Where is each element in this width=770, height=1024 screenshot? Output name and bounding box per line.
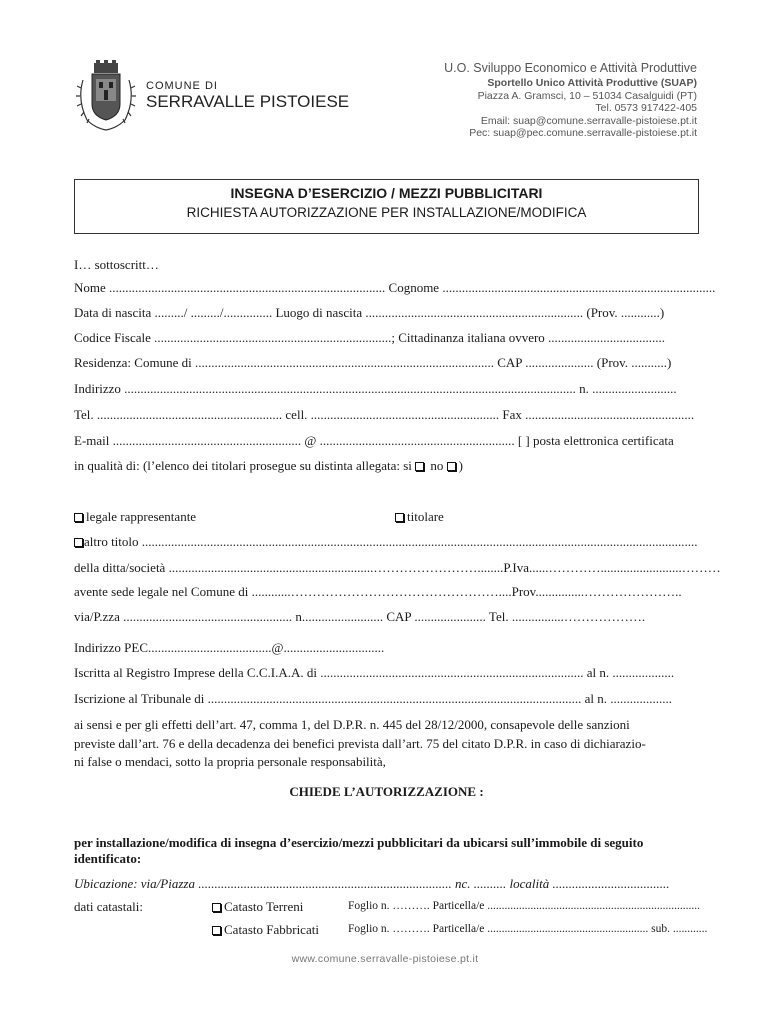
legale-label: legale rappresentante — [86, 509, 197, 524]
cciaa-field[interactable]: Iscritta al Registro Imprese della C.C.I.A.A. di ................................................................................. al n. ................... — [74, 665, 675, 680]
checkbox-no[interactable] — [447, 462, 456, 471]
form-title: INSEGNA D’ESERCIZIO / MEZZI PUBBLICITARI — [230, 185, 543, 201]
nascita-field[interactable]: Data di nascita ........./ ........./............... Luogo di nascita ................................................................... (Prov. ............) — [74, 305, 665, 320]
via-field[interactable]: via/P.zza .................................................... n......................... CAP ...................... Tel. ................………………. — [74, 609, 646, 624]
ubicazione-field[interactable]: Ubicazione: via/Piazza .............................................................................. nc. .......... località .................................... — [74, 876, 670, 891]
identificato-text: identificato: — [74, 851, 142, 866]
per-installazione-text: per installazione/modifica di insegna d’esercizio/mezzi pubblicitari da ubicarsi sull’immobile di seguito — [74, 835, 644, 850]
dati-catastali-label: dati catastali: — [74, 899, 143, 914]
checkbox-fabbricati[interactable] — [212, 926, 221, 935]
logo-big-text: SERRAVALLE PISTOIESE — [146, 92, 350, 111]
checkbox-legale[interactable] — [74, 513, 83, 522]
office-email: Email: suap@comune.serravalle-pistoiese.pt.it — [480, 115, 697, 127]
sottoscritto-label: I… sottoscritt… — [74, 257, 159, 272]
catasto-fabbricati-option[interactable] — [212, 922, 319, 938]
ditta-field[interactable]: della ditta/società ...............................................................……………………........P.Iva......………….........................……… — [74, 560, 721, 575]
residenza-field[interactable]: Residenza: Comune di ............................................................................................ CAP ..................... (Prov. ...........) — [74, 355, 672, 370]
dpr-text-3: ni false o mendaci, sotto la propria personale responsabilità, — [74, 754, 386, 769]
checkbox-si[interactable] — [415, 462, 424, 471]
sede-field[interactable]: avente sede legale nel Comune di ............…………………………………………....Prov...............………………….. — [74, 584, 682, 599]
chiede-heading: CHIEDE L’AUTORIZZAZIONE : — [289, 784, 484, 799]
tribunale-field[interactable]: Iscrizione al Tribunale di ................................................................................................................... al n. ................... — [74, 691, 672, 706]
legale-option[interactable] — [74, 509, 196, 525]
dpr-text-1: ai sensi e per gli effetti dell’art. 47, comma 1, del D.P.R. n. 445 del 28/12/2000, consapevole delle sanzioni — [74, 717, 630, 732]
office-pec: Pec: suap@pec.comune.serravalle-pistoiese.pt.it — [469, 127, 697, 139]
titolare-option[interactable] — [395, 509, 444, 525]
qualita-no-label: no — [427, 458, 447, 473]
catasto-terreni-option[interactable] — [212, 899, 303, 915]
email-field[interactable]: E-mail .......................................................... @ ............................................................ [ ] posta elettronica certificata — [74, 433, 674, 448]
checkbox-altro[interactable] — [74, 538, 83, 547]
form-subtitle: RICHIESTA AUTORIZZAZIONE PER INSTALLAZIONE/MODIFICA — [186, 205, 587, 220]
dpr-text-2: previste dall’art. 76 e della decadenza dei benefici prevista dall’art. 75 del citato D.P.R. in caso di dichiarazio- — [74, 736, 646, 751]
terreni-fields[interactable]: Foglio n. ………. Particella/e .......................................................................... — [348, 900, 701, 912]
logo-small-text: COMUNE DI — [146, 80, 218, 92]
catasto-terreni-label: Catasto Terreni — [224, 899, 304, 914]
municipal-crest — [75, 60, 137, 132]
office-phone: Tel. 0573 917422-405 — [595, 102, 697, 114]
indirizzo-field[interactable]: Indirizzo ........................................................................................................................................... n. .......................... — [74, 381, 677, 396]
checkbox-titolare[interactable] — [395, 513, 404, 522]
tel-field[interactable]: Tel. ......................................................... cell. .......................................................... Fax .................................................... — [74, 407, 695, 422]
qualita-label: in qualità di: (l’elenco dei titolari prosegue su distinta allegata: si — [74, 458, 416, 473]
fabbricati-fields[interactable]: Foglio n. ………. Particella/e ........................................................ sub. ............ — [348, 923, 708, 935]
titolare-label: titolare — [407, 509, 444, 524]
qualita-line: in qualità di: (l’elenco dei titolari prosegue su distinta allegata: si no ) — [74, 458, 463, 473]
pec-field[interactable]: Indirizzo PEC......................................@............................... — [74, 640, 385, 655]
suap-name: Sportello Unico Attività Produttive (SUAP) — [487, 77, 697, 89]
catasto-fabbricati-label: Catasto Fabbricati — [224, 922, 319, 937]
footer-website[interactable]: www.comune.serravalle-pistoiese.pt.it — [291, 953, 479, 965]
office-address: Piazza A. Gramsci, 10 – 51034 Casalguidi (PT) — [477, 90, 697, 102]
office-name: U.O. Sviluppo Economico e Attività Produttive — [444, 61, 697, 75]
altro-titolo-option[interactable] — [74, 534, 698, 550]
checkbox-terreni[interactable] — [212, 903, 221, 912]
nome-cognome-field[interactable]: Nome ..................................................................................... Cognome .................................................................................... — [74, 280, 716, 295]
codice-fiscale-field[interactable]: Codice Fiscale .........................................................................; Cittadinanza italiana ovvero .................................... — [74, 330, 666, 345]
altro-titolo-field[interactable]: altro titolo ........................................................................................................................................................................... — [84, 534, 698, 549]
